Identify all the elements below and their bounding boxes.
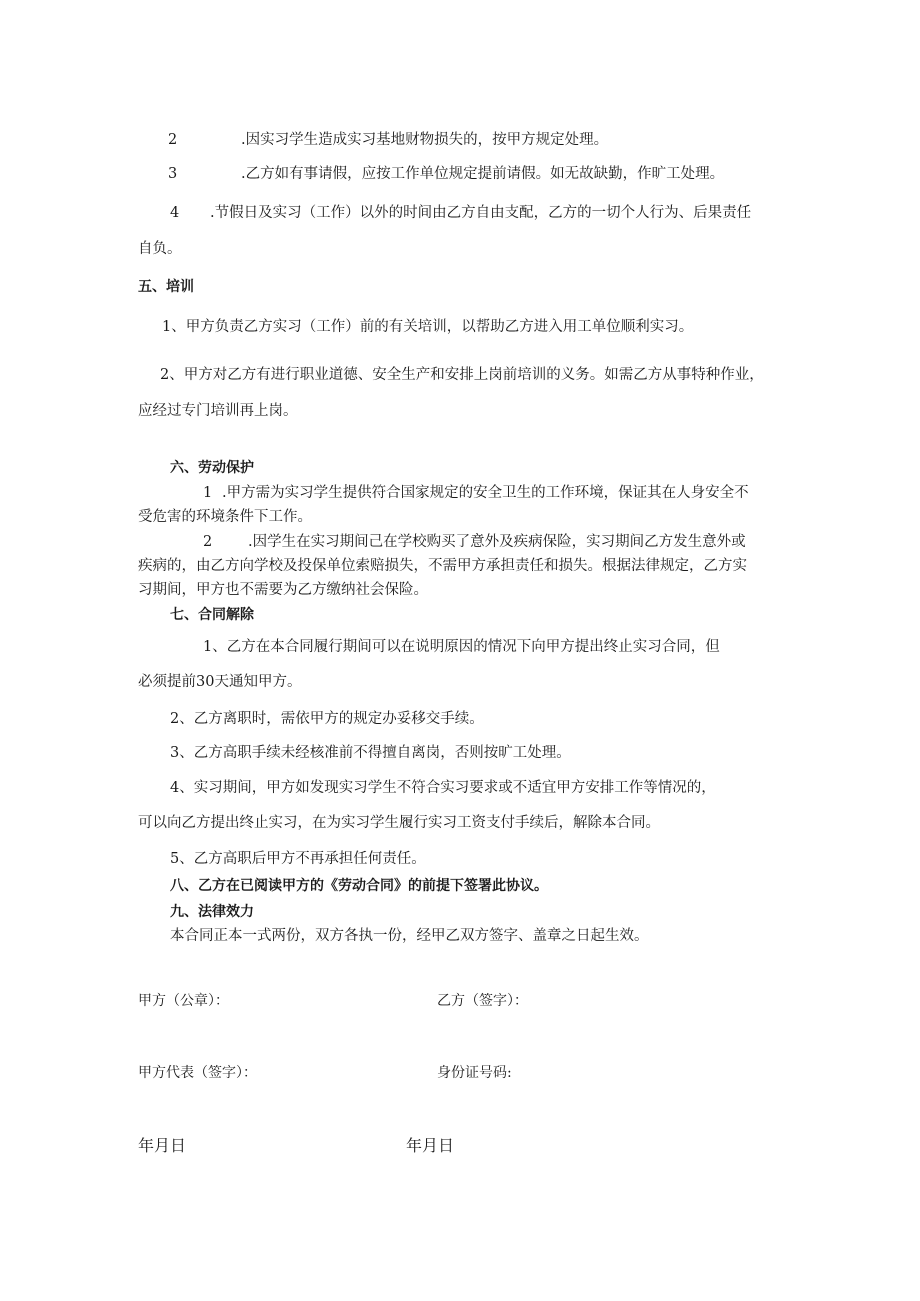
party-b-signature-label: 乙方（签字）： — [437, 993, 528, 1009]
clause-text: 本合同正本一式两份，双方各执一份，经甲乙双方签字、盖章之日起生效。 — [170, 928, 649, 944]
clause-text: 5、乙方高职后甲方不再承担任何责任。 — [170, 851, 426, 867]
section-heading: 六、劳动保护 — [170, 460, 254, 476]
date-party-a: 年月日 — [138, 1136, 187, 1155]
clause-text: 自负。 — [138, 241, 182, 257]
clause-text: 2、乙方离职时，需依甲方的规定办妥移交手续。 — [170, 711, 484, 727]
clause-text: .乙方如有事请假，应按工作单位规定提前请假。如无故缺勤，作旷工处理。 — [241, 166, 725, 182]
party-a-representative-label: 甲方代表（签字）： — [138, 1065, 257, 1081]
clause-text: 习期间，甲方也不需要为乙方缴纳社会保险。 — [138, 582, 428, 598]
clause-text: 4、实习期间，甲方如发现实习学生不符合实习要求或不适宜甲方安排工作等情况的， — [170, 780, 716, 796]
item-number: 4 — [170, 205, 180, 221]
id-number-label: 身份证号码: — [437, 1065, 512, 1081]
clause-text: .节假日及实习（工作）以外的时间由乙方自由支配，乙方的一切个人行为、后果责任 — [210, 205, 752, 221]
section-heading: 五、培训 — [138, 279, 194, 295]
clause-text: 2、甲方对乙方有进行职业道德、安全生产和安排上岗前培训的义务。如需乙方从事特种作业， — [160, 367, 764, 383]
clause-text: 必须提前30天通知甲方。 — [138, 674, 302, 690]
clause-text: 应经过专门培训再上岗。 — [138, 403, 298, 419]
clause-text: 3、乙方高职手续未经核准前不得擅自离岗，否则按旷工处理。 — [170, 745, 571, 761]
section-heading: 九、法律效力 — [170, 904, 254, 920]
clause-text: 可以向乙方提出终止实习，在为实习学生履行实习工资支付手续后，解除本合同。 — [138, 815, 660, 831]
clause-text: 1、甲方负责乙方实习（工作）前的有关培训，以帮助乙方进入用工单位顺利实习。 — [162, 319, 694, 335]
clause-text: 受危害的环境条件下工作。 — [138, 509, 312, 525]
item-number: 3 — [168, 166, 178, 182]
section-heading: 七、合同解除 — [170, 607, 254, 623]
clause-text: .因学生在实习期间己在学校购买了意外及疾病保险，实习期间乙方发生意外或 — [248, 534, 746, 550]
clause-text: .甲方需为实习学生提供符合国家规定的安全卫生的工作环境，保证其在人身安全不 — [222, 485, 749, 501]
clause-text: 1、乙方在本合同履行期间可以在说明原因的情况下向甲方提出终止实习合同，但 — [203, 639, 720, 655]
item-number: 2 — [168, 132, 178, 148]
date-party-b: 年月日 — [406, 1136, 455, 1155]
item-number: 1 — [203, 485, 213, 501]
party-a-seal-label: 甲方（公章）： — [138, 993, 229, 1009]
item-number: 2 — [203, 534, 213, 550]
clause-text: .因实习学生造成实习基地财物损失的，按甲方规定处理。 — [241, 132, 609, 148]
section-heading: 八、乙方在已阅读甲方的《劳动合同》的前提下签署此协议。 — [170, 878, 548, 894]
clause-text: 疾病的，由乙方向学校及投保单位索赔损失，不需甲方承担责任和损失。根据法律规定，乙方实 — [138, 558, 747, 574]
